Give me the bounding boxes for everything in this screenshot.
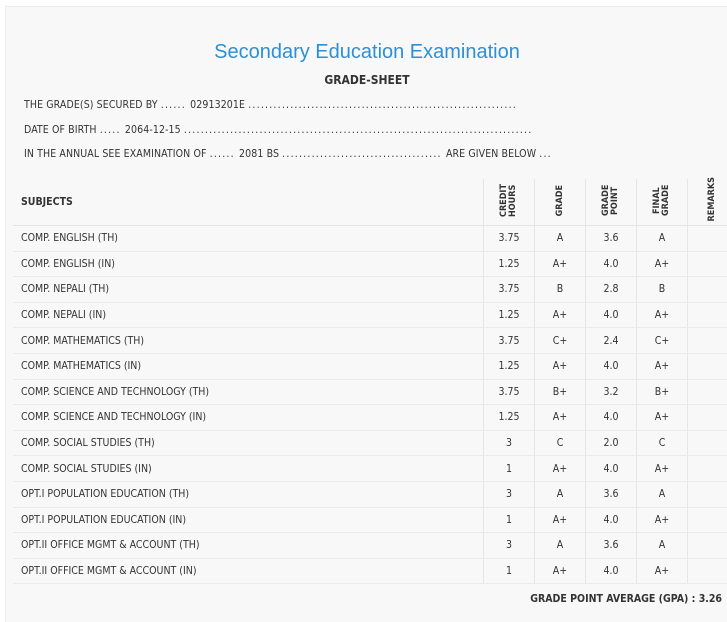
grade-point-cell: 4.0 (586, 507, 637, 533)
grade-point-cell: 3.6 (586, 226, 637, 252)
table-row (13, 277, 727, 303)
final-grade-cell: A+ (637, 558, 688, 584)
remarks-cell (688, 302, 727, 328)
grade-sheet-heading: GRADE-SHEET (6, 73, 727, 87)
grade-cell: B+ (535, 379, 586, 405)
final-grade-cell: C+ (637, 328, 688, 354)
credit-hours-cell: 3.75 (484, 277, 535, 303)
table-row (13, 379, 727, 405)
credit-hours-cell: 3.75 (484, 379, 535, 405)
gpa-value: 3.26 (699, 593, 722, 605)
exam-title: Secondary Education Examination (6, 41, 727, 64)
subject-cell: COMP. ENGLISH (IN) (13, 251, 484, 277)
symbol-number: 02913201E (190, 99, 245, 111)
subject-cell: COMP. NEPALI (IN) (13, 302, 484, 328)
credit-hours-cell: 1.25 (484, 251, 535, 277)
remarks-cell (688, 379, 727, 405)
grade-cell: A (535, 481, 586, 507)
credit-hours-cell: 1.25 (484, 302, 535, 328)
dots: ................................................................................... (184, 124, 533, 136)
final-grade-cell: A+ (637, 251, 688, 277)
subject-cell: COMP. SOCIAL STUDIES (IN) (13, 456, 484, 482)
table-row (13, 328, 727, 354)
grade-secured-label: THE GRADE(S) SECURED BY (24, 99, 158, 111)
grade-secured-line (24, 99, 517, 111)
final-grade-cell: A+ (637, 456, 688, 482)
remarks-cell (688, 405, 727, 431)
header-final-grade (637, 179, 688, 226)
subject-cell: COMP. ENGLISH (TH) (13, 226, 484, 252)
dob-line (24, 124, 532, 136)
gpa-summary (6, 593, 722, 605)
dob-value: 2064-12-15 (125, 124, 181, 136)
header-grade-point (586, 179, 637, 226)
gpa-label: GRADE POINT AVERAGE (GPA) : (530, 593, 695, 605)
dots: ...... (161, 99, 190, 111)
credit-hours-cell: 3.75 (484, 226, 535, 252)
table-row (13, 558, 727, 584)
table-row (13, 507, 727, 533)
credit-hours-cell: 3 (484, 533, 535, 559)
grade-cell: C (535, 430, 586, 456)
exam-suffix: ARE GIVEN BELOW (446, 148, 536, 160)
final-grade-cell: A (637, 533, 688, 559)
grade-point-cell: 3.6 (586, 533, 637, 559)
credit-hours-cell: 1.25 (484, 353, 535, 379)
header-final-grade-label: FINAL GRADE (653, 179, 671, 222)
grade-sheet-panel (5, 6, 727, 622)
table-row (13, 533, 727, 559)
subject-cell: OPT.II OFFICE MGMT & ACCOUNT (TH) (13, 533, 484, 559)
grades-table-body (13, 226, 727, 584)
credit-hours-cell: 1 (484, 507, 535, 533)
header-remarks (688, 179, 727, 226)
remarks-cell (688, 430, 727, 456)
final-grade-cell: A (637, 481, 688, 507)
header-subjects: SUBJECTS (13, 179, 484, 226)
credit-hours-cell: 3.75 (484, 328, 535, 354)
table-row (13, 226, 727, 252)
final-grade-cell: B (637, 277, 688, 303)
dots: ...... (210, 148, 239, 160)
grades-table (13, 179, 727, 584)
final-grade-cell: A+ (637, 507, 688, 533)
dots: ................................................................ (248, 99, 517, 111)
subject-cell: COMP. SOCIAL STUDIES (TH) (13, 430, 484, 456)
exam-label: IN THE ANNUAL SEE EXAMINATION OF (24, 148, 207, 160)
remarks-cell (688, 251, 727, 277)
grade-point-cell: 3.2 (586, 379, 637, 405)
dots: ..... (100, 124, 125, 136)
subject-cell: COMP. MATHEMATICS (TH) (13, 328, 484, 354)
exam-year: 2081 BS (239, 148, 279, 160)
grade-cell: A+ (535, 456, 586, 482)
grade-cell: A (535, 226, 586, 252)
table-header-row (13, 179, 727, 226)
header-credit-hours (484, 179, 535, 226)
grade-point-cell: 2.0 (586, 430, 637, 456)
grade-point-cell: 4.0 (586, 353, 637, 379)
header-grade-point-label: GRADE POINT (602, 179, 620, 222)
final-grade-cell: B+ (637, 379, 688, 405)
table-row (13, 251, 727, 277)
grade-point-cell: 2.4 (586, 328, 637, 354)
remarks-cell (688, 558, 727, 584)
table-row (13, 430, 727, 456)
grade-cell: B (535, 277, 586, 303)
subject-cell: COMP. MATHEMATICS (IN) (13, 353, 484, 379)
credit-hours-cell: 3 (484, 430, 535, 456)
subject-cell: COMP. NEPALI (TH) (13, 277, 484, 303)
header-credit-hours-label: CREDIT HOURS (500, 179, 518, 222)
grade-cell: A+ (535, 507, 586, 533)
final-grade-cell: A+ (637, 353, 688, 379)
dob-label: DATE OF BIRTH (24, 124, 97, 136)
credit-hours-cell: 1 (484, 558, 535, 584)
subject-cell: OPT.I POPULATION EDUCATION (TH) (13, 481, 484, 507)
subject-cell: OPT.II OFFICE MGMT & ACCOUNT (IN) (13, 558, 484, 584)
remarks-cell (688, 456, 727, 482)
remarks-cell (688, 533, 727, 559)
table-row (13, 302, 727, 328)
final-grade-cell: A+ (637, 405, 688, 431)
grade-point-cell: 4.0 (586, 251, 637, 277)
final-grade-cell: A+ (637, 302, 688, 328)
remarks-cell (688, 328, 727, 354)
subject-cell: COMP. SCIENCE AND TECHNOLOGY (TH) (13, 379, 484, 405)
final-grade-cell: C (637, 430, 688, 456)
dots: ... (539, 148, 552, 160)
grade-cell: C+ (535, 328, 586, 354)
grade-point-cell: 3.6 (586, 481, 637, 507)
header-grade-label: GRADE (556, 185, 565, 216)
table-row (13, 456, 727, 482)
table-row (13, 353, 727, 379)
credit-hours-cell: 1.25 (484, 405, 535, 431)
grade-cell: A (535, 533, 586, 559)
remarks-cell (688, 277, 727, 303)
remarks-cell (688, 507, 727, 533)
credit-hours-cell: 3 (484, 481, 535, 507)
credit-hours-cell: 1 (484, 456, 535, 482)
grade-cell: A+ (535, 405, 586, 431)
header-grade (535, 179, 586, 226)
subject-cell: COMP. SCIENCE AND TECHNOLOGY (IN) (13, 405, 484, 431)
grade-point-cell: 4.0 (586, 302, 637, 328)
table-row (13, 405, 727, 431)
grade-point-cell: 4.0 (586, 558, 637, 584)
remarks-cell (688, 226, 727, 252)
grade-cell: A+ (535, 251, 586, 277)
final-grade-cell: A (637, 226, 688, 252)
grade-point-cell: 4.0 (586, 405, 637, 431)
header-remarks-label: REMARKS (708, 177, 717, 221)
subject-cell: OPT.I POPULATION EDUCATION (IN) (13, 507, 484, 533)
grade-cell: A+ (535, 558, 586, 584)
exam-line (24, 148, 552, 160)
grade-point-cell: 2.8 (586, 277, 637, 303)
remarks-cell (688, 353, 727, 379)
grade-cell: A+ (535, 302, 586, 328)
grade-cell: A+ (535, 353, 586, 379)
grade-point-cell: 4.0 (586, 456, 637, 482)
dots: ...................................... (282, 148, 446, 160)
table-row (13, 481, 727, 507)
remarks-cell (688, 481, 727, 507)
